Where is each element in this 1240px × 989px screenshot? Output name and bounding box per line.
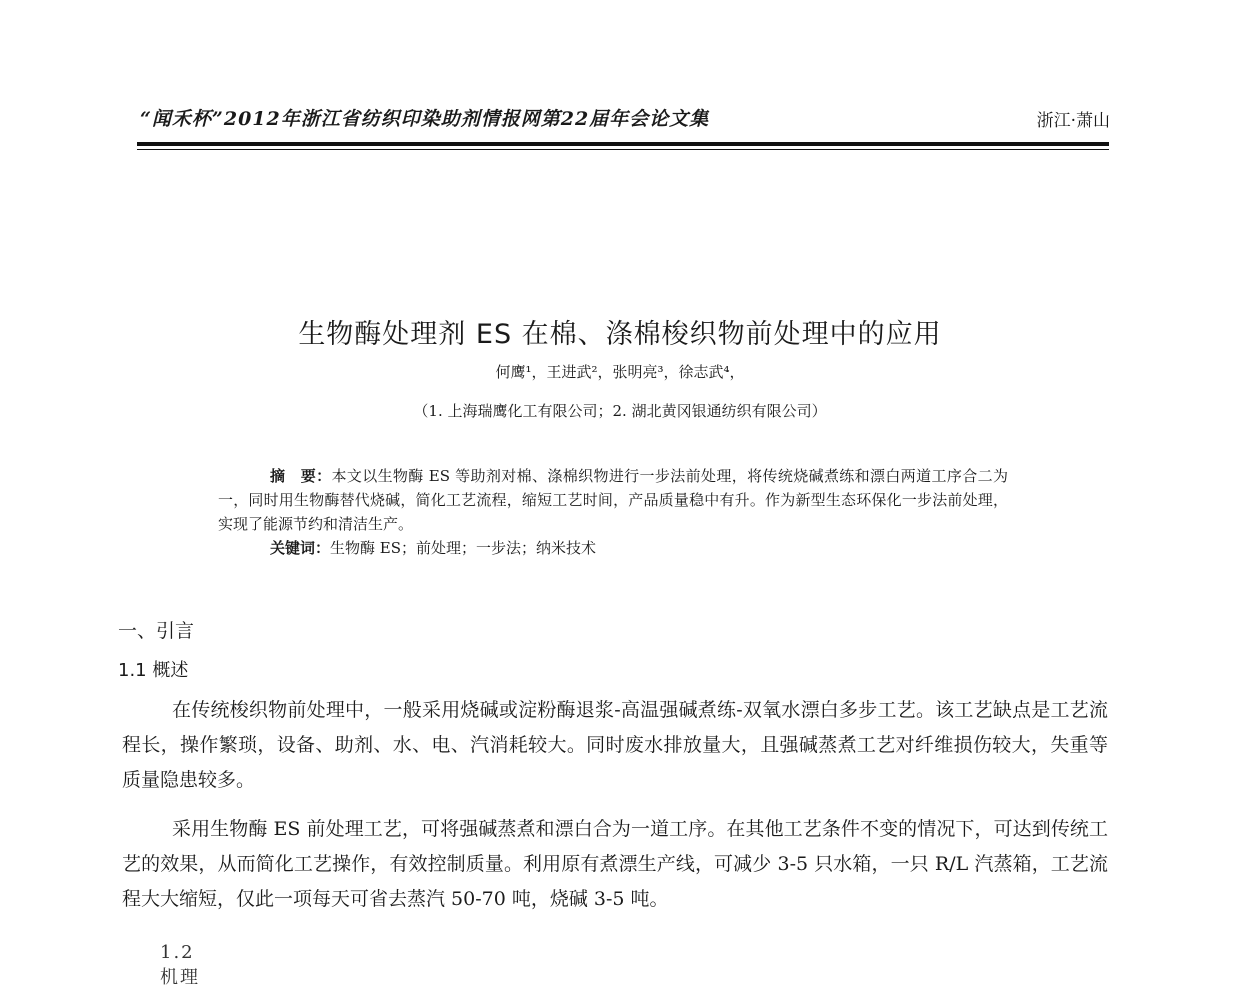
keywords-line bbox=[218, 536, 1008, 560]
running-header bbox=[140, 102, 1110, 132]
abstract-label: 摘 要： bbox=[270, 467, 332, 485]
keywords-label: 关键词： bbox=[270, 539, 331, 557]
subsection-heading-overview: 1.1 概述 bbox=[118, 660, 189, 681]
cutoff-next-heading bbox=[160, 940, 210, 988]
cutoff-heading-text: 1.2 机理 bbox=[160, 942, 200, 988]
paper-authors: 何鹰¹，王进武²，张明亮³，徐志武⁴， bbox=[495, 363, 745, 381]
abstract-text: 本文以生物酶 ES 等助剂对棉、涤棉织物进行一步法前处理，将传统烧碱煮练和漂白两道工序合二为一，同时用生物酶替代烧碱，简化工艺流程，缩短工艺时间，产品质量稳中有升。作为新型生态环保化一步法前处理，实现了能源节约和清洁生产。 bbox=[218, 467, 1008, 533]
header-rule-thin bbox=[137, 149, 1109, 150]
paper-title: 生物酶处理剂 ES 在棉、涤棉梭织物前处理中的应用 bbox=[298, 319, 942, 350]
header-location: 浙江·萧山 bbox=[1036, 111, 1110, 131]
keywords-text: 生物酶 ES；前处理；一步法；纳米技术 bbox=[330, 539, 597, 557]
header-proceedings-title: “闻禾杯”2012年浙江省纺织印染助剂情报网第22届年会论文集 bbox=[140, 108, 710, 130]
abstract-block bbox=[218, 464, 1008, 560]
section-heading-introduction: 一、引言 bbox=[118, 620, 195, 642]
body-paragraph-2: 采用生物酶 ES 前处理工艺，可将强碱蒸煮和漂白合为一道工序。在其他工艺条件不变的情况下，可达到传统工艺的效果，从而简化工艺操作，有效控制质量。利用原有煮漂生产线，可减少 3-5 只水箱，一只 R/L 汽蒸箱，工艺流程大大缩短，仅此一项每天可省去蒸汽 50-70 吨，烧碱 3-5 吨。 bbox=[122, 818, 1108, 910]
abstract-paragraph bbox=[218, 464, 1008, 536]
body-paragraph-1: 在传统梭织物前处理中，一般采用烧碱或淀粉酶退浆-高温强碱煮练-双氧水漂白多步工艺。该工艺缺点是工艺流程长，操作繁琐，设备、助剂、水、电、汽消耗较大。同时废水排放量大，且强碱蒸煮工艺对纤维损伤较大，失重等质量隐患较多。 bbox=[122, 699, 1108, 791]
paper-affiliations: （1. 上海瑞鹰化工有限公司；2. 湖北黄冈银通纺织有限公司） bbox=[413, 402, 827, 420]
header-rule-thick bbox=[137, 142, 1109, 146]
